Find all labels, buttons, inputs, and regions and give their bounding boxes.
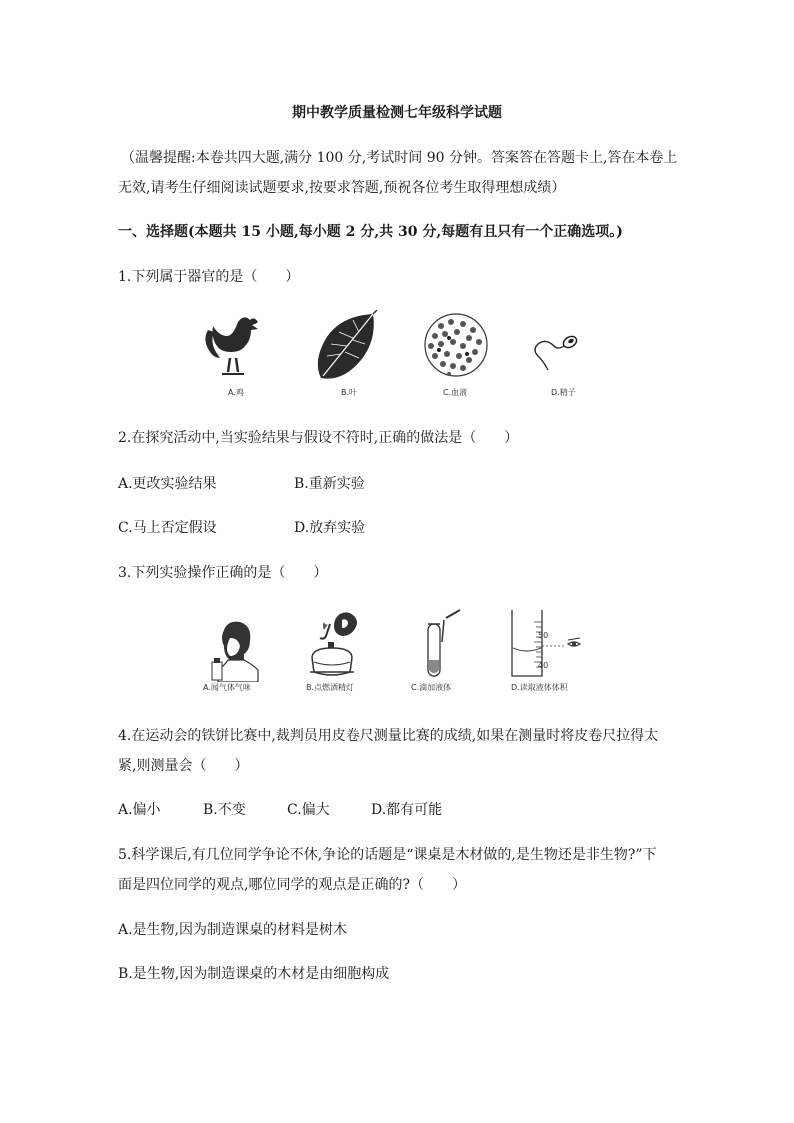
question-5-line-2: 面是四位同学的观点,哪位同学的观点是正确的?（ ） xyxy=(118,877,466,893)
q2-option-b: B.重新实验 xyxy=(294,476,365,492)
question-1-stem: 1.下列属于器官的是（ ） xyxy=(118,269,300,285)
q3-caption-a: A.闻气体气味 xyxy=(203,683,251,692)
q4-option-c: C.偏大 xyxy=(287,802,330,818)
question-4-line-1: 4.在运动会的铁饼比赛中,裁判员用皮卷尺测量比赛的成绩,如果在测量时将皮卷尺拉得太 xyxy=(118,728,659,744)
q4-option-d: D.都有可能 xyxy=(371,802,443,818)
question-5-line-1: 5.科学课后,有几位同学争论不休,争论的话题是“课桌是木材做的,是生物还是非生物?”下 xyxy=(118,847,657,863)
q1-caption-b: B.叶 xyxy=(341,388,358,397)
q2-option-c: C.马上否定假设 xyxy=(118,520,217,536)
section-1-heading: 一、选择题(本题共 15 小题,每小题 2 分,共 30 分,每题有且只有一个正确选项。) xyxy=(118,224,623,240)
question-4-line-2: 紧,则测量会（ ） xyxy=(118,758,249,774)
smelling-gas-image xyxy=(206,620,260,682)
blood-cells-image xyxy=(423,312,489,378)
q2-option-a: A.更改实验结果 xyxy=(118,476,217,492)
question-3-stem: 3.下列实验操作正确的是（ ） xyxy=(118,565,328,581)
q4-option-b: B.不变 xyxy=(203,802,246,818)
q4-option-a: A.偏小 xyxy=(118,802,161,818)
exam-title: 期中教学质量检测七年级科学试题 xyxy=(292,105,502,121)
leaf-image xyxy=(313,310,379,382)
q5-option-a: A.是生物,因为制造课桌的材料是树木 xyxy=(118,922,348,938)
sperm-cell-image xyxy=(530,330,582,376)
question-2-stem: 2.在探究活动中,当实验结果与假设不符时,正确的做法是（ ） xyxy=(118,430,519,446)
graduated-cylinder-image xyxy=(508,608,594,680)
rooster-image xyxy=(200,312,272,384)
reminder-line-1: （温馨提醒:本卷共四大题,满分 100 分,考试时间 90 分钟。答案答在答题卡上,答在本卷上 xyxy=(121,150,678,166)
cylinder-mark-50: 50 xyxy=(538,631,549,640)
q1-caption-c: C.血液 xyxy=(443,388,468,397)
reminder-line-2: 无效,请考生仔细阅读试题要求,按要求答题,预祝各位考生取得理想成绩） xyxy=(118,180,566,196)
q5-option-b: B.是生物,因为制造课桌的木材是由细胞构成 xyxy=(118,966,390,982)
q2-option-d: D.放弃实验 xyxy=(294,520,366,536)
q3-caption-c: C.滴加液体 xyxy=(411,683,452,692)
lighting-alcohol-lamp-image xyxy=(300,608,364,682)
cylinder-mark-40: 40 xyxy=(538,661,549,670)
q1-caption-d: D.精子 xyxy=(551,388,576,397)
adding-liquid-image xyxy=(420,608,464,682)
q3-caption-b: B.点燃酒精灯 xyxy=(306,683,355,692)
q3-caption-d: D.读取液体体积 xyxy=(511,683,568,692)
q1-caption-a: A.鸡 xyxy=(228,388,244,397)
